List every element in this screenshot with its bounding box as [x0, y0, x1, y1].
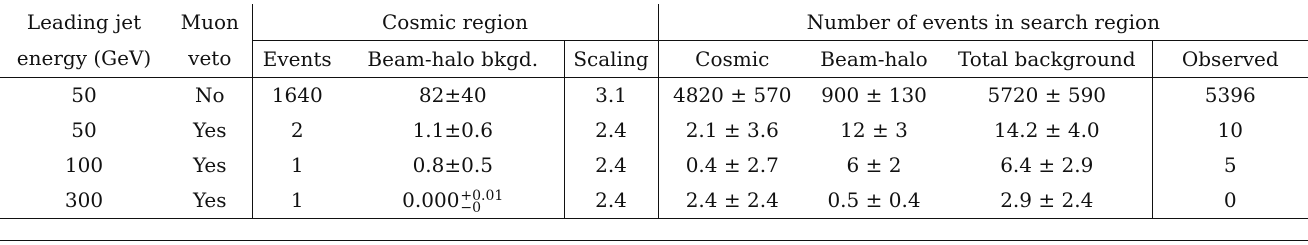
asymmetric-error-upper: +0.01: [460, 187, 504, 204]
asymmetric-error: [460, 187, 504, 216]
cell-events: 2: [252, 113, 342, 148]
cell-cosmic: 0.4 ± 2.7: [658, 148, 806, 183]
header-veto-bottom: veto: [168, 41, 252, 78]
cell-beamhalo-bkgd: [342, 183, 564, 219]
cell-veto: Yes: [192, 118, 227, 142]
cell-beamhalo: 12 ± 3: [840, 118, 908, 142]
bottom-double-rule: [0, 240, 1308, 241]
table-row: [0, 183, 1308, 219]
header-observed: Observed: [1152, 41, 1308, 78]
header-search-region: Number of events in search region: [658, 4, 1308, 41]
header-energy-bottom: energy (GeV): [0, 41, 168, 78]
header-energy-top: Leading jet: [26, 9, 142, 34]
header-cosmic-beamhalo: Beam-halo bkgd.: [342, 41, 564, 78]
asymmetric-error-lower: −0: [460, 199, 482, 216]
cell-total: 6.4 ± 2.9: [1000, 153, 1094, 177]
cell-total: 14.2 ± 4.0: [993, 118, 1100, 142]
header-search-total: Total background: [942, 41, 1152, 78]
cell-observed: 10: [1152, 113, 1308, 148]
cell-beamhalo: 0.5 ± 0.4: [806, 183, 942, 219]
header-row-bottom: [0, 41, 1308, 78]
cell-veto: Yes: [168, 183, 252, 219]
cell-beamhalo: 900 ± 130: [821, 83, 927, 107]
cell-total: 5720 ± 590: [987, 83, 1107, 107]
cell-beamhalo-bkgd-base: 0.000: [402, 188, 460, 212]
header-row-top: [0, 4, 1308, 41]
cell-observed: 5: [1152, 148, 1308, 183]
cell-beamhalo-bkgd: 1.1±0.6: [412, 118, 493, 142]
cell-energy: 50: [71, 83, 97, 107]
cell-events: 1: [252, 183, 342, 219]
cell-scaling: 2.4: [564, 148, 658, 183]
header-scaling: Scaling: [564, 41, 658, 78]
cell-energy: 50: [71, 118, 97, 142]
cell-energy: 300: [0, 183, 168, 219]
table-row: [0, 148, 1308, 183]
cell-beamhalo-bkgd: 0.8±0.5: [412, 153, 493, 177]
cell-veto: Yes: [192, 153, 227, 177]
cell-cosmic: 4820 ± 570: [658, 78, 806, 114]
cell-observed: 0: [1152, 183, 1308, 219]
cell-veto: No: [194, 83, 225, 107]
cell-scaling: 2.4: [564, 113, 658, 148]
cell-scaling: 2.4: [564, 183, 658, 219]
cell-cosmic: 2.1 ± 3.6: [658, 113, 806, 148]
cell-beamhalo-bkgd: 82±40: [418, 83, 487, 107]
cell-events: 1640: [252, 78, 342, 114]
cell-total: 2.9 ± 2.4: [942, 183, 1152, 219]
cell-cosmic: 2.4 ± 2.4: [658, 183, 806, 219]
cell-events: 1: [252, 148, 342, 183]
header-search-cosmic: Cosmic: [658, 41, 806, 78]
cell-energy: 100: [64, 153, 104, 177]
cell-scaling: 3.1: [564, 78, 658, 114]
results-table: [0, 4, 1308, 219]
cell-observed: 5396: [1152, 78, 1308, 114]
header-veto-top: Muon: [180, 9, 239, 34]
header-cosmic-events: Events: [252, 41, 342, 78]
header-cosmic-region: Cosmic region: [252, 4, 658, 41]
table-row: [0, 78, 1308, 114]
header-search-beamhalo: Beam-halo: [806, 41, 942, 78]
cell-beamhalo: 6 ± 2: [846, 153, 902, 177]
table-row: [0, 113, 1308, 148]
